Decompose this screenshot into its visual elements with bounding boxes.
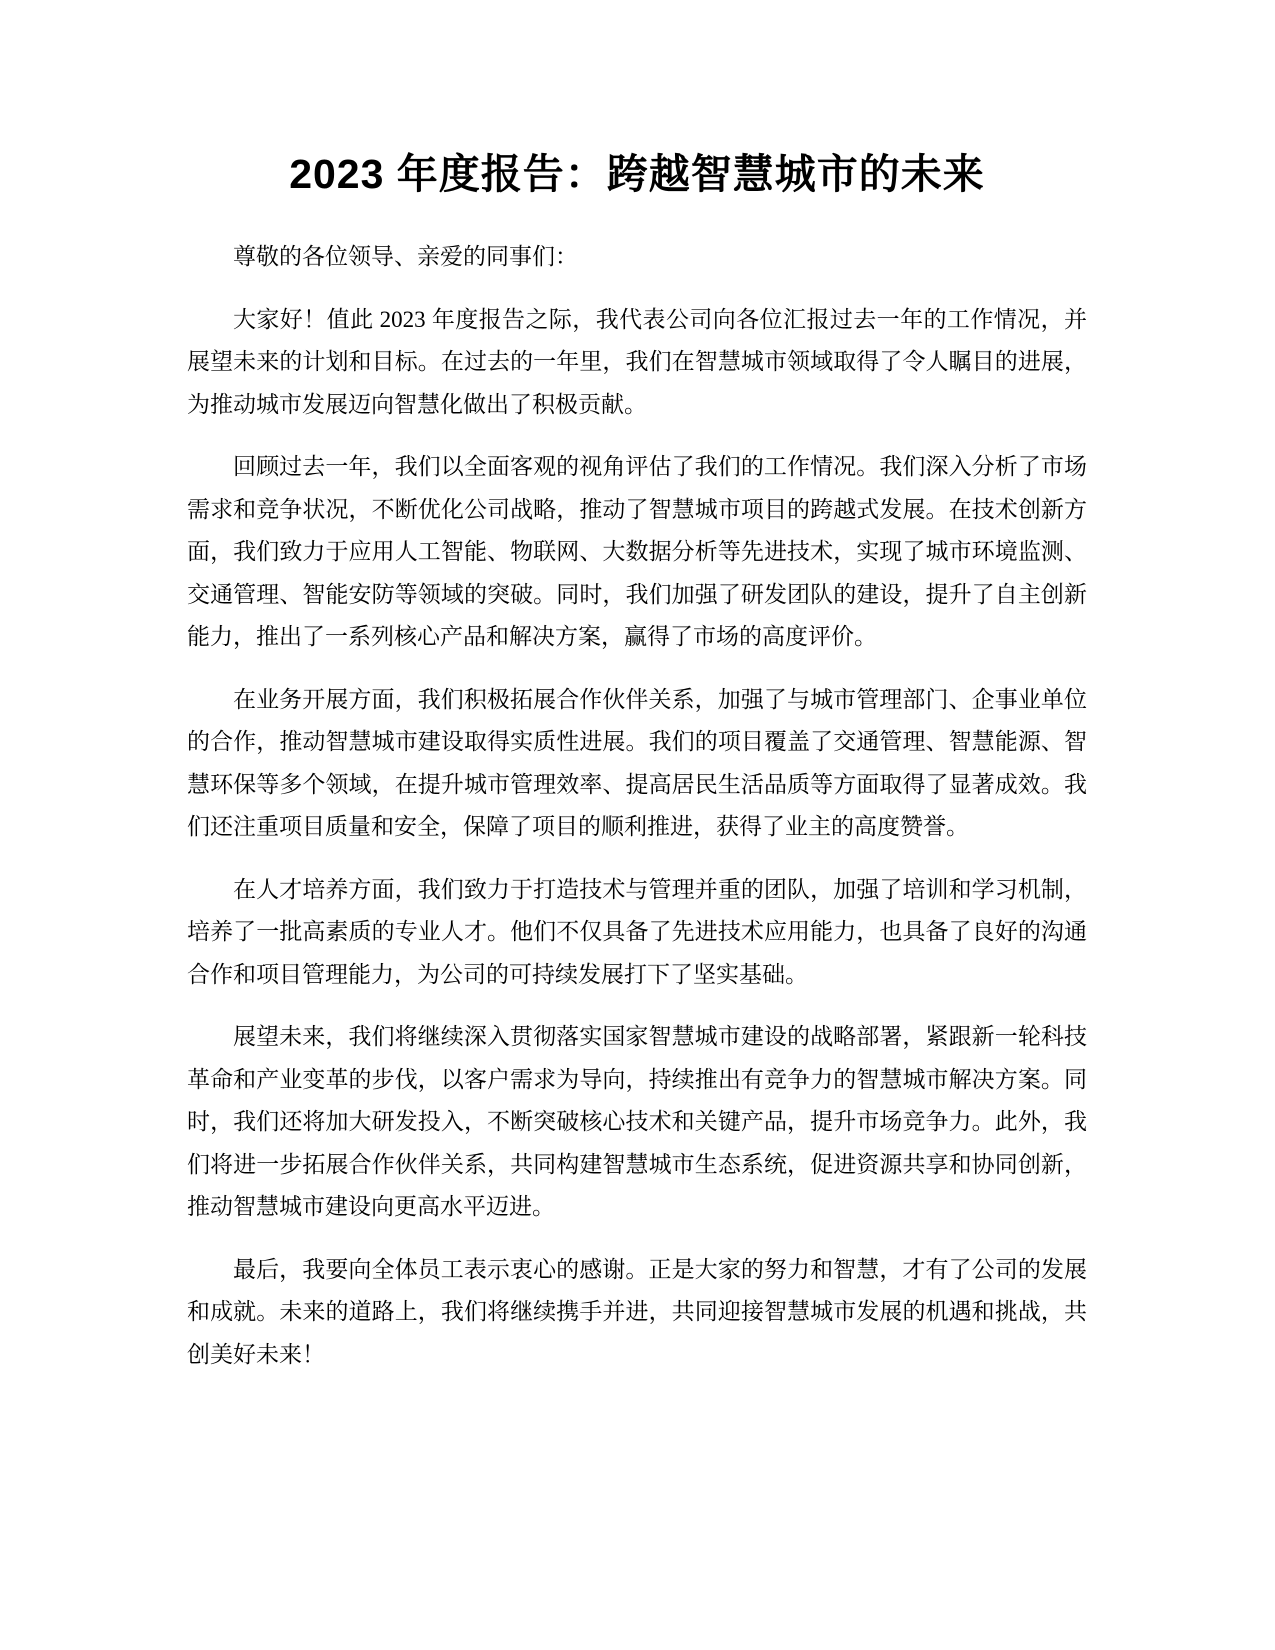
review-paragraph: 回顾过去一年，我们以全面客观的视角评估了我们的工作情况。我们深入分析了市场需求和竞争状况，不断优化公司战略，推动了智慧城市项目的跨越式发展。在技术创新方面，我们致力于应用人工智能、物联网、大数据分析等先进技术，实现了城市环境监测、交通管理、智能安防等领域的突破。同时，我们加强了研发团队的建设，提升了自主创新能力，推出了一系列核心产品和解决方案，赢得了市场的高度评价。 bbox=[187, 454, 1087, 649]
document-title: 2023 年度报告：跨越智慧城市的未来 bbox=[289, 151, 985, 197]
talent-paragraph: 在人才培养方面，我们致力于打造技术与管理并重的团队，加强了培训和学习机制，培养了一批高素质的专业人才。他们不仅具备了先进技术应用能力，也具备了良好的沟通合作和项目管理能力，为公司的可持续发展打下了坚实基础。 bbox=[187, 876, 1087, 987]
business-paragraph: 在业务开展方面，我们积极拓展合作伙伴关系，加强了与城市管理部门、企事业单位的合作，推动智慧城市建设取得实质性进展。我们的项目覆盖了交通管理、智慧能源、智慧环保等多个领域，在提升城市管理效率、提高居民生活品质等方面取得了显著成效。我们还注重项目质量和安全，保障了项目的顺利推进，获得了业主的高度赞誉。 bbox=[187, 686, 1087, 839]
greeting-paragraph: 尊敬的各位领导、亲爱的同事们： bbox=[233, 244, 578, 269]
closing-paragraph: 最后，我要向全体员工表示衷心的感谢。正是大家的努力和智慧，才有了公司的发展和成就。未来的道路上，我们将继续携手并进，共同迎接智慧城市发展的机遇和挑战，共创美好未来！ bbox=[187, 1256, 1087, 1367]
intro-paragraph: 大家好！值此 2023 年度报告之际，我代表公司向各位汇报过去一年的工作情况，并展望未来的计划和目标。在过去的一年里，我们在智慧城市领域取得了令人瞩目的进展，为推动城市发展迈向智慧化做出了积极贡献。 bbox=[187, 306, 1087, 417]
document-page bbox=[187, 148, 1087, 1396]
outlook-paragraph: 展望未来，我们将继续深入贯彻落实国家智慧城市建设的战略部署，紧跟新一轮科技革命和产业变革的步伐，以客户需求为导向，持续推出有竞争力的智慧城市解决方案。同时，我们还将加大研发投入，不断突破核心技术和关键产品，提升市场竞争力。此外，我们将进一步拓展合作伙伴关系，共同构建智慧城市生态系统，促进资源共享和协同创新，推动智慧城市建设向更高水平迈进。 bbox=[187, 1024, 1087, 1219]
